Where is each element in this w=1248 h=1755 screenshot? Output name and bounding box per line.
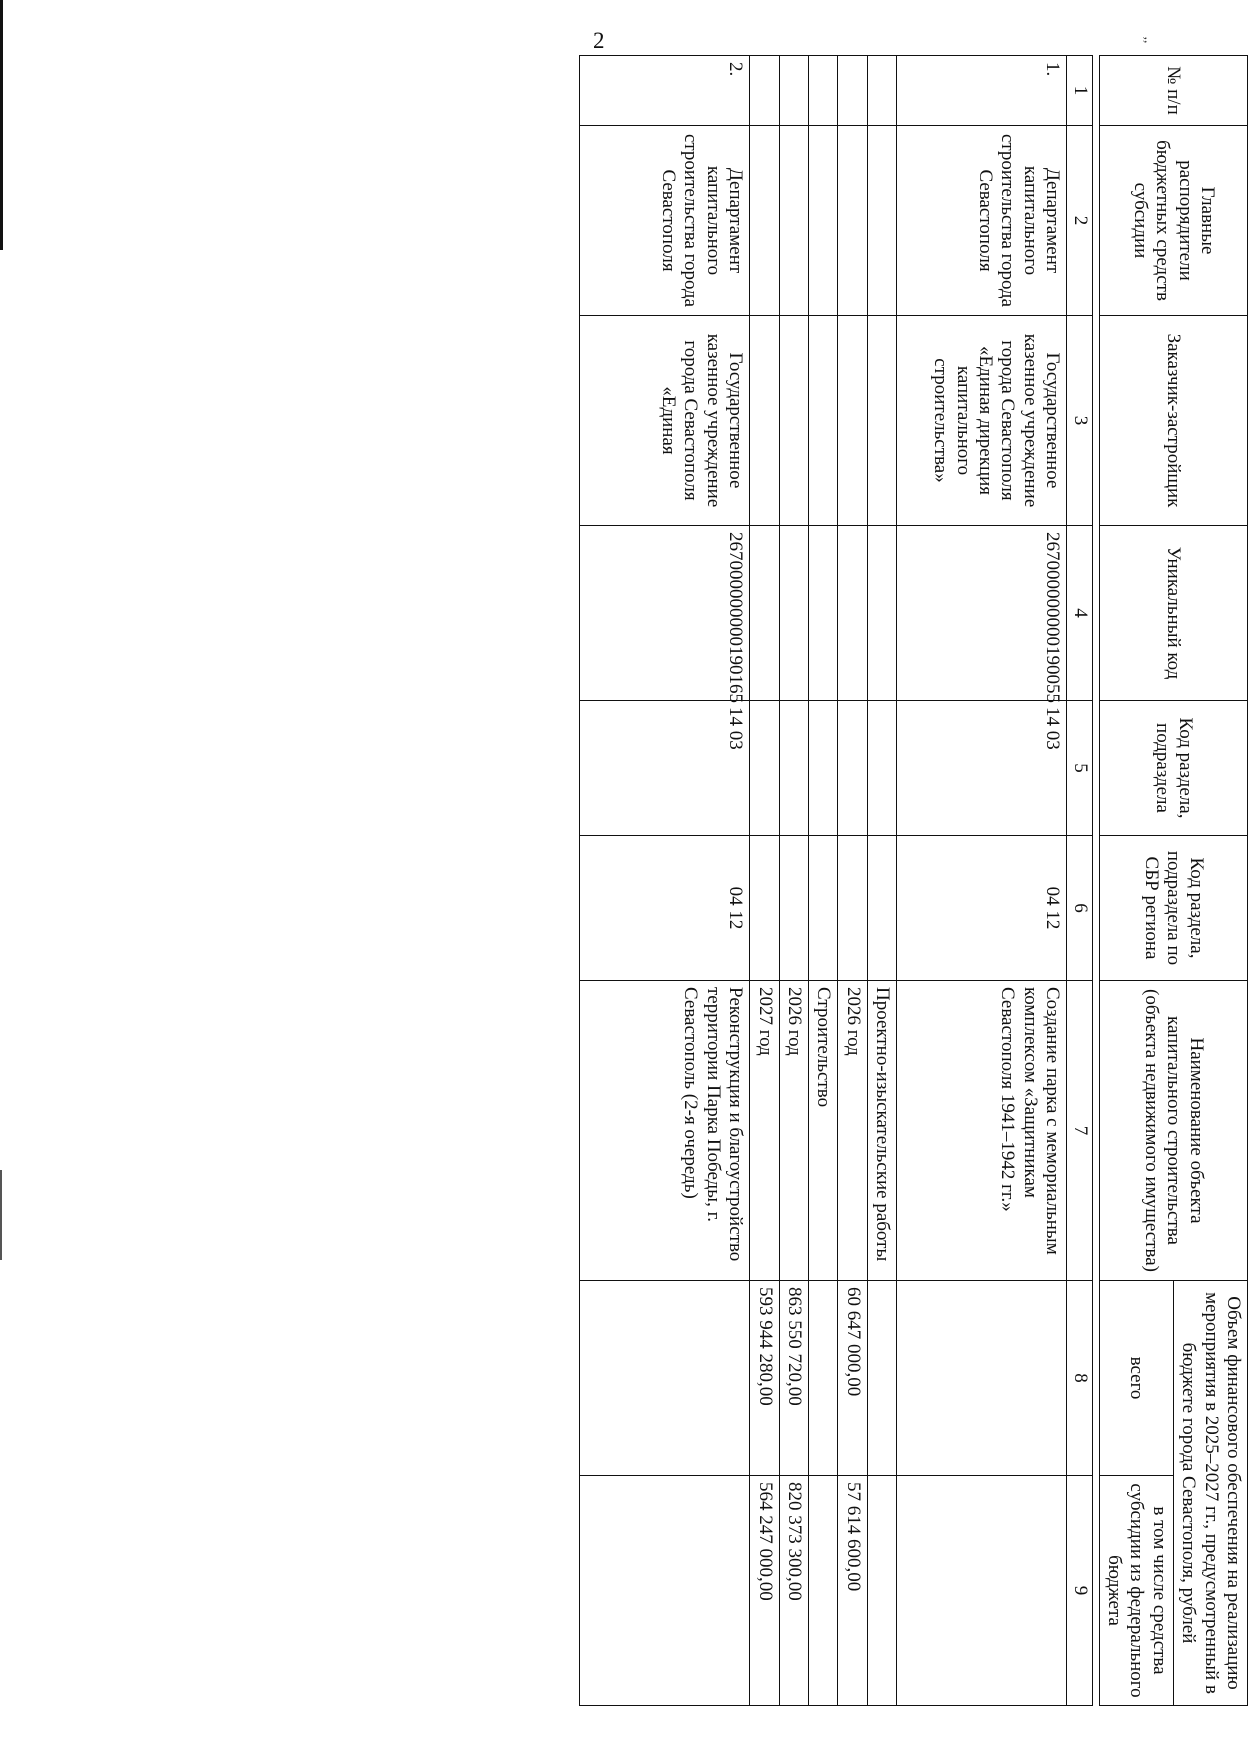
page-number: 2 (593, 28, 605, 53)
row-object: 2026 год (838, 981, 867, 1281)
row-section-sbr: 04 12 (897, 836, 1067, 981)
header-row (1173, 56, 1247, 1706)
financing-table (579, 55, 1248, 1706)
header-total: всего (1099, 1281, 1173, 1476)
row-federal (897, 1476, 1067, 1706)
row-total (897, 1281, 1067, 1476)
row-object: Реконструкция и благоустройство территории Парка Победы, г. Севастополь (2-я очередь) (580, 981, 750, 1281)
row-total: 863 550 720,00 (779, 1281, 808, 1476)
header-unique-code: Уникальный код (1099, 526, 1247, 701)
rotated-sheet (198, 55, 1248, 1755)
row-federal: 57 614 600,00 (838, 1476, 867, 1706)
row-section-sbr: 04 12 (580, 836, 750, 981)
header-object-name: Наименование объекта капитального строительства (объекта недвижимого имущества) (1099, 981, 1247, 1281)
row-federal (867, 1476, 896, 1706)
margin-mark: ’’ (1135, 36, 1150, 44)
column-index: 6 (1067, 836, 1092, 981)
column-index-row (1067, 56, 1092, 1706)
row-federal: 564 247 000,00 (750, 1476, 779, 1706)
row-total: 60 647 000,00 (838, 1281, 867, 1476)
table-row (808, 56, 837, 1706)
table-row (867, 56, 896, 1706)
row-distributor: Департамент капитального строительства города Севастополя (897, 126, 1067, 316)
header-num: № п/п (1099, 56, 1247, 126)
row-section: 14 03 (897, 701, 1067, 836)
table-row (580, 56, 750, 1706)
scan-edge-mark (0, 0, 3, 250)
row-total (580, 1281, 750, 1476)
column-index: 2 (1067, 126, 1092, 316)
row-object: 2027 год (750, 981, 779, 1281)
row-object: Проектно-изыскательские работы (867, 981, 896, 1281)
table-row (779, 56, 808, 1706)
row-object: Строительство (808, 981, 837, 1281)
header-federal: в том числе средства субсидии из федерального бюджета (1099, 1476, 1173, 1706)
row-federal (808, 1476, 837, 1706)
column-index: 9 (1067, 1476, 1092, 1706)
header-financing: Объем финансового обеспечения на реализацию мероприятия в 2025–2027 гг., предусмотренный в бюджете города Севастополя, рублей (1173, 1281, 1247, 1706)
header-section-code-sbr: Код раздела, подраздела по СБР региона (1099, 836, 1247, 981)
row-distributor: Департамент капитального строительства города Севастополя (580, 126, 750, 316)
header-section-code: Код раздела, подраздела (1099, 701, 1247, 836)
column-index: 8 (1067, 1281, 1092, 1476)
row-object: Создание парка с мемориальным комплексом «Защитникам Севастополя 1941–1942 гг.» (897, 981, 1067, 1281)
row-section: 14 03 (580, 701, 750, 836)
table-separator (1092, 56, 1099, 1706)
row-customer: Государственное казенное учреждение города Севастополя «Единая дирекция капитального строительства» (897, 316, 1067, 526)
table-row (750, 56, 779, 1706)
table-row (897, 56, 1067, 1706)
header-distributors: Главные распорядители бюджетных средств субсидии (1099, 126, 1247, 316)
column-index: 7 (1067, 981, 1092, 1281)
row-total (867, 1281, 896, 1476)
row-unique-code: 267000000000190165 (580, 526, 750, 701)
row-federal: 820 373 300,00 (779, 1476, 808, 1706)
scan-edge-mark (0, 1170, 2, 1260)
table-row (838, 56, 867, 1706)
row-total (808, 1281, 837, 1476)
row-federal (580, 1476, 750, 1706)
row-total: 593 944 280,00 (750, 1281, 779, 1476)
column-index: 3 (1067, 316, 1092, 526)
column-index: 5 (1067, 701, 1092, 836)
column-index: 1 (1067, 56, 1092, 126)
row-num: 1. (897, 56, 1067, 126)
row-customer: Государственное казенное учреждение города Севастополя «Единая (580, 316, 750, 526)
row-num: 2. (580, 56, 750, 126)
row-object: 2026 год (779, 981, 808, 1281)
column-index: 4 (1067, 526, 1092, 701)
row-unique-code: 267000000000190055 (897, 526, 1067, 701)
header-customer: Заказчик-застройщик (1099, 316, 1247, 526)
